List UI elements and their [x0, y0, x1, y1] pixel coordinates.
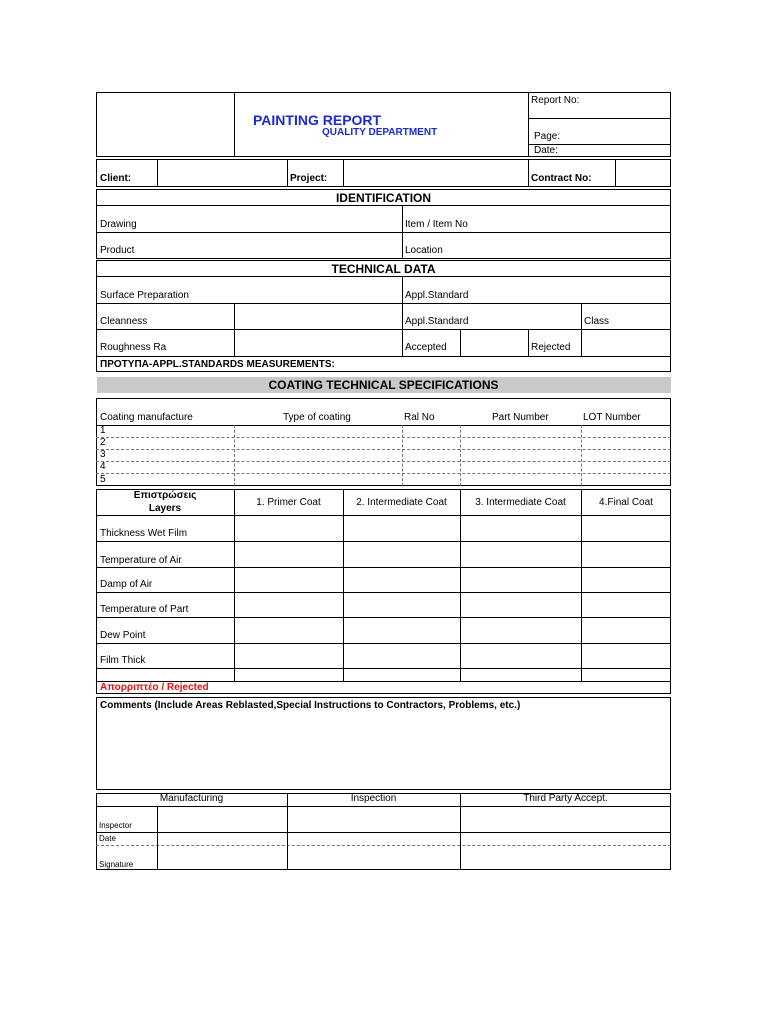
- coating-row-number: 4: [100, 461, 106, 472]
- layer-row-label: Dew Point: [100, 630, 146, 641]
- layers-row-line: [96, 541, 671, 542]
- layers-row-line: [96, 668, 671, 669]
- class-label: Class: [584, 316, 610, 327]
- layers-header-greek: Επιστρώσεις: [133, 490, 197, 501]
- layer-row-label: Film Thick: [100, 655, 146, 666]
- coating-col-header: LOT Number: [583, 412, 641, 423]
- coating-row-line: [96, 473, 671, 474]
- coating-col-line: [581, 425, 582, 486]
- header-block: [96, 92, 671, 157]
- signoff-row-label: Signature: [99, 860, 134, 869]
- date-label: Date:: [534, 145, 558, 156]
- layer-column-header: 4.Final Coat: [599, 497, 653, 508]
- item-no-label: Item / Item No: [405, 219, 468, 230]
- coating-row-number: 3: [100, 449, 106, 460]
- layer-column-header: 3. Intermediate Coat: [475, 497, 566, 508]
- product-label: Product: [100, 245, 135, 256]
- technical-divider: [460, 329, 461, 356]
- layers-col-line: [234, 489, 235, 681]
- report-no-label: Report No:: [531, 95, 580, 106]
- coating-col-line: [460, 425, 461, 486]
- client-divider: [157, 159, 158, 187]
- layers-header-english: Layers: [148, 503, 182, 514]
- coating-row-number: 1: [100, 425, 106, 436]
- technical-divider: [581, 303, 582, 356]
- signoff-row-line: [96, 832, 671, 833]
- coating-col-line: [234, 425, 235, 486]
- signoff-row-line: [96, 845, 671, 846]
- header-line: [528, 118, 671, 119]
- page-label: Page:: [534, 131, 561, 142]
- accepted-label: Accepted: [405, 342, 447, 353]
- client-label: Client:: [100, 173, 132, 184]
- layer-row-label: Thickness Wet Film: [100, 528, 188, 539]
- technical-divider: [402, 276, 403, 356]
- drawing-label: Drawing: [100, 219, 137, 230]
- coating-row-line: [96, 461, 671, 462]
- layers-row-line: [96, 592, 671, 593]
- client-divider: [615, 159, 616, 187]
- technical-heading-line: [96, 276, 671, 277]
- layers-rejected-label: Απορριπτέο / Rejected: [100, 682, 209, 693]
- layers-col-line: [581, 489, 582, 681]
- signoff-row-label: Date: [99, 834, 116, 843]
- cleanness-label: Cleanness: [100, 316, 148, 327]
- surface-preparation-label: Surface Preparation: [100, 290, 189, 301]
- report-subtitle: QUALITY DEPARTMENT: [322, 127, 438, 138]
- layers-row-line: [96, 643, 671, 644]
- layer-column-header: 1. Primer Coat: [256, 497, 321, 508]
- coating-specs-heading: COATING TECHNICAL SPECIFICATIONS: [268, 378, 499, 392]
- header-divider-left: [234, 92, 235, 157]
- report-title: PAINTING REPORT: [253, 112, 382, 128]
- technical-row-line: [96, 329, 671, 330]
- roughness-label: Roughness Ra: [100, 342, 167, 353]
- client-divider: [287, 159, 288, 187]
- coating-row-number: 5: [100, 474, 106, 485]
- signoff-col-line: [157, 806, 158, 870]
- signoff-row-label: Inspector: [99, 821, 132, 830]
- coating-col-header: Ral No: [404, 412, 435, 423]
- coating-row-line: [96, 449, 671, 450]
- project-label: Project:: [290, 173, 328, 184]
- coating-col-line: [402, 425, 403, 486]
- layer-row-label: Temperature of Air: [100, 555, 182, 566]
- identification-heading-line: [96, 205, 671, 206]
- layers-row-line: [96, 617, 671, 618]
- layers-col-line: [460, 489, 461, 681]
- technical-divider: [234, 303, 235, 356]
- contract-no-label: Contract No:: [531, 173, 592, 184]
- coating-col-header: Part Number: [492, 412, 549, 423]
- standards-measurements-label: ΠΡΟΤΥΠΑ-APPL.STANDARDS MEASUREMENTS:: [100, 359, 335, 370]
- layer-row-label: Damp of Air: [100, 579, 153, 590]
- coating-row-line: [96, 437, 671, 438]
- layers-header-line: [96, 515, 671, 516]
- layer-row-label: Temperature of Part: [100, 604, 189, 615]
- appl-standard-label: Appl.Standard: [405, 290, 469, 301]
- layers-row-line: [96, 567, 671, 568]
- coating-row-line: [96, 425, 671, 426]
- signoff-column-header: Manufacturing: [159, 793, 224, 804]
- coating-col-header: Type of coating: [283, 412, 351, 423]
- client-divider: [528, 159, 529, 187]
- header-divider-right: [528, 92, 529, 157]
- identification-divider: [402, 205, 403, 259]
- signoff-column-header: Inspection: [350, 793, 397, 804]
- appl-standard-label: Appl.Standard: [405, 316, 469, 327]
- comments-label: Comments (Include Areas Reblasted,Special Instructions to Contractors, Problems, etc.): [100, 700, 521, 711]
- coating-row-number: 2: [100, 437, 106, 448]
- technical-data-heading: TECHNICAL DATA: [331, 262, 436, 276]
- client-divider: [343, 159, 344, 187]
- coating-col-header: Coating manufacture: [100, 412, 193, 423]
- location-label: Location: [405, 245, 443, 256]
- layer-column-header: 2. Intermediate Coat: [356, 497, 447, 508]
- signoff-column-header: Third Party Accept.: [523, 793, 608, 804]
- technical-row-line: [96, 303, 671, 304]
- identification-row-line: [96, 232, 671, 233]
- technical-divider: [528, 329, 529, 356]
- identification-heading: IDENTIFICATION: [335, 191, 432, 205]
- technical-row-line: [96, 356, 671, 357]
- rejected-label: Rejected: [531, 342, 571, 353]
- signoff-header-line: [96, 806, 671, 807]
- layers-col-line: [343, 489, 344, 681]
